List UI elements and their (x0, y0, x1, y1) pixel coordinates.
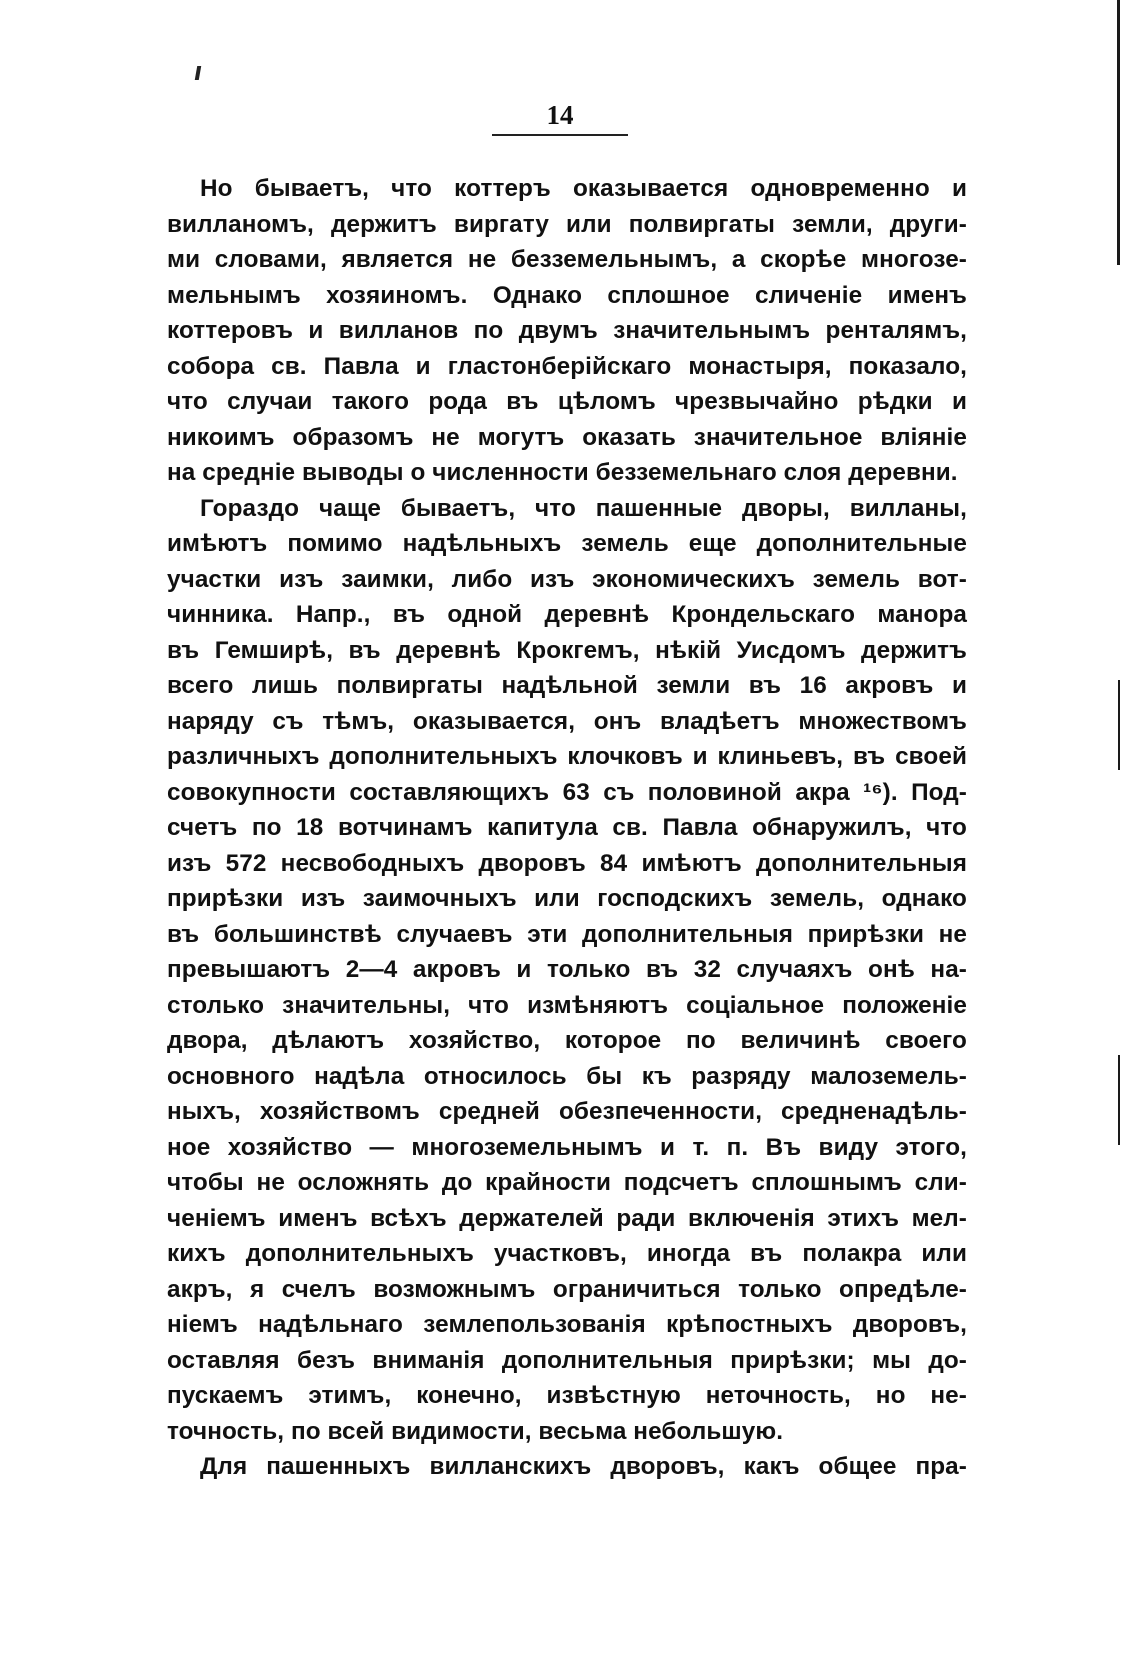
text-line: различныхъ дополнительныхъ клочковъ и клиньевъ, въ своей (167, 743, 967, 770)
text-line: никоимъ образомъ не могутъ оказать значительное влiянiе (167, 423, 967, 451)
text-line: изъ 572 несвободныхъ дворовъ 84 имѣютъ дополнительныя (167, 849, 967, 877)
page-edge-line (1118, 1055, 1120, 1145)
text-line: точность, по всей видимости, весьма небольшую. (167, 1417, 784, 1445)
text-line: въ большинствѣ случаевъ эти дополнительныя прирѣзки не (167, 920, 967, 948)
text-line: участки изъ заимки, либо изъ экономическихъ земель вот- (167, 565, 967, 593)
text-line: чинника. Напр., въ одной деревнѣ Крондельскаго манора (167, 601, 967, 628)
text-line: прирѣзки изъ заимочныхъ или господскихъ земель, однако (167, 885, 967, 912)
text-line: ное хозяйство — многоземельнымъ и т. п. Въ виду этого, (167, 1133, 967, 1161)
text-line: всего лишь полвиргаты надѣльной земли въ 16 акровъ и (167, 672, 967, 699)
text-line: имѣютъ помимо надѣльныхъ земель еще дополнительные (167, 530, 967, 557)
text-line: Для пашенныхъ вилланскихъ дворовъ, какъ общее пра- (200, 1453, 967, 1480)
text-line: основного надѣла относилось бы къ разряду малоземель- (167, 1062, 967, 1090)
text-line: превышаютъ 2—4 акровъ и только въ 32 случаяхъ онѣ на- (167, 956, 967, 983)
text-line: чтобы не осложнять до крайности подсчетъ сплошнымъ сли- (167, 1169, 967, 1196)
body-text (167, 171, 967, 1485)
text-line: ченiемъ именъ всѣхъ держателей ради включенiя этихъ мел- (167, 1204, 967, 1232)
text-line: нiемъ надѣльнаго землепользованiя крѣпостныхъ дворовъ, (167, 1311, 967, 1338)
page-edge-line (1117, 0, 1120, 265)
text-line: пускаемъ этимъ, конечно, извѣстную неточность, но не- (167, 1382, 967, 1409)
text-line: наряду съ тѣмъ, оказывается, онъ владѣетъ множествомъ (167, 707, 967, 735)
text-line: въ Гемширѣ, въ деревнѣ Крокгемъ, нѣкiй Уисдомъ держитъ (167, 636, 967, 664)
text-line: совокупности составляющихъ 63 съ половиной акра ¹⁶). Под- (167, 778, 967, 806)
text-line: акръ, я счелъ возможнымъ ограничиться только опредѣле- (167, 1275, 967, 1303)
text-line: коттеровъ и вилланов по двумъ значительнымъ ренталямъ, (167, 317, 967, 344)
page-edge-line (1118, 680, 1120, 770)
text-line: оставляя безъ вниманiя дополнительныя прирѣзки; мы до- (167, 1346, 967, 1374)
text-line: на среднiе выводы о численности безземельнаго слоя деревни. (167, 459, 958, 486)
text-line: кихъ дополнительныхъ участковъ, иногда въ полакра или (167, 1240, 967, 1267)
text-line: счетъ по 18 вотчинамъ капитула св. Павла обнаружилъ, что (167, 814, 967, 841)
text-line: Гораздо чаще бываетъ, что пашенные дворы, вилланы, (200, 494, 967, 522)
text-line: собора св. Павла и гластонберiйскаго монастыря, показало, (167, 352, 967, 380)
text-line: ми словами, является не безземельнымъ, а скорѣе многозе- (167, 246, 967, 273)
text-line: что случаи такого рода въ цѣломъ чрезвычайно рѣдки и (167, 388, 967, 415)
text-line: вилланомъ, держитъ виргату или полвиргаты земли, други- (167, 210, 967, 238)
text-line: ныхъ, хозяйствомъ средней обезпеченности, средненадѣль- (167, 1098, 967, 1125)
text-line: столько значительны, что измѣняютъ соцiальное положенiе (167, 991, 967, 1019)
page-number: 14 (546, 100, 574, 130)
text-line: мельнымъ хозяиномъ. Однако сплошное сличенiе именъ (167, 281, 967, 309)
text-line: Но бываетъ, что коттеръ оказывается одновременно и (200, 175, 967, 202)
text-line: двора, дѣлаютъ хозяйство, которое по величинѣ своего (167, 1027, 967, 1054)
ink-mark (195, 66, 201, 80)
page-number-rule (492, 134, 628, 136)
